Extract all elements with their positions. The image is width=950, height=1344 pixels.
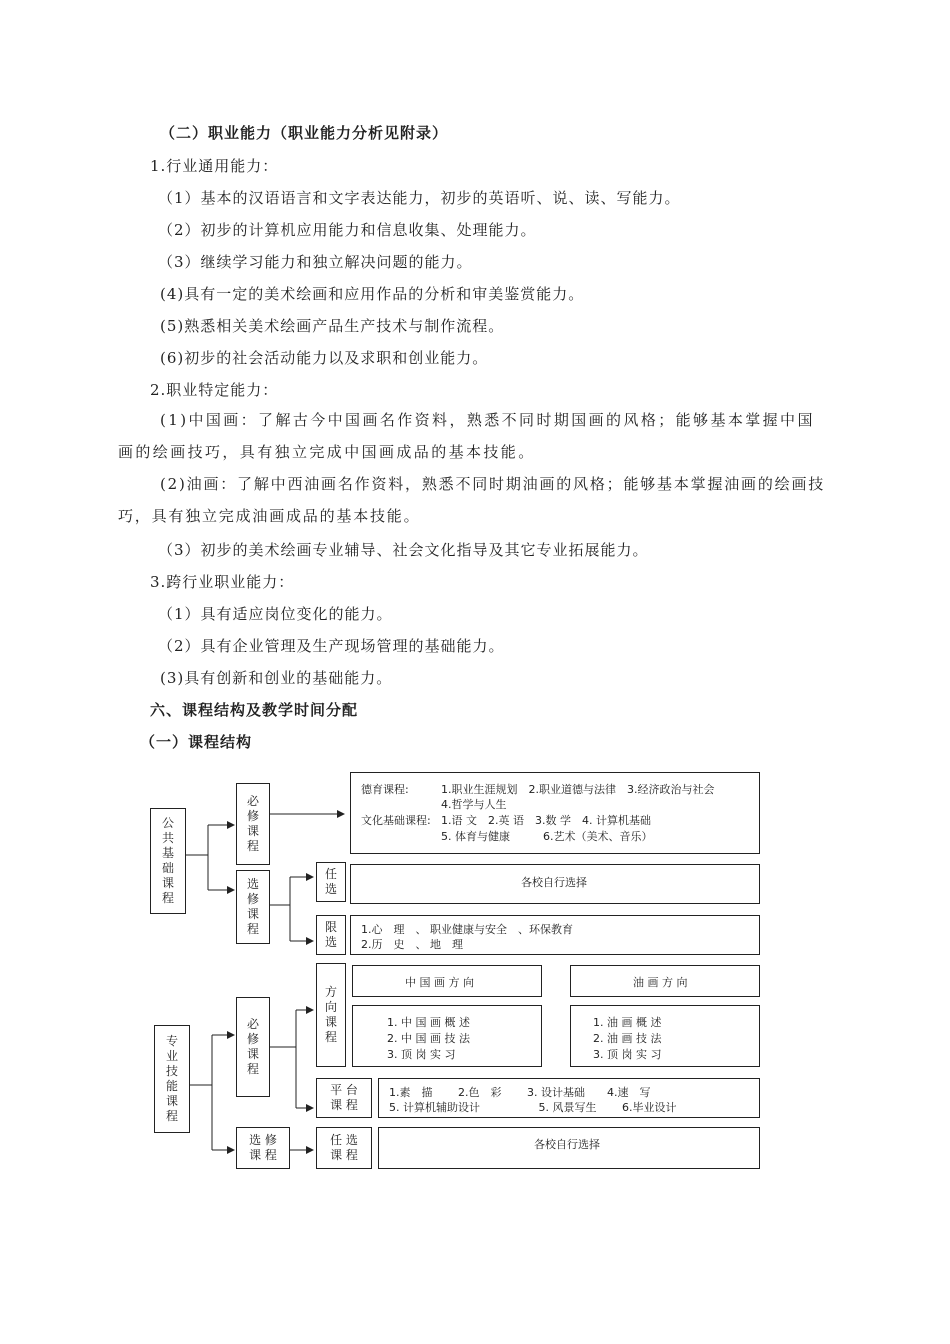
moral-label: 德育课程: [361, 783, 409, 796]
optional-char: 选 [324, 882, 337, 896]
pro-elective-label: 课 程 [249, 1148, 277, 1162]
public-required-box [236, 783, 270, 865]
public-basic-char: 础 [161, 861, 174, 875]
professional-char: 业 [165, 1049, 178, 1063]
cross-item: （2）具有企业管理及生产现场管理的基础能力。 [158, 637, 505, 655]
pro-elective-box [236, 1127, 290, 1169]
direction-char: 程 [324, 1030, 337, 1044]
general-title: 1.行业通用能力： [150, 157, 279, 175]
general-item: (4)具有一定的美术绘画和应用作品的分析和审美鉴赏能力。 [160, 285, 585, 303]
pro-required-box [236, 997, 270, 1097]
general-item: (5)熟悉相关美术绘画产品生产技术与制作流程。 [160, 317, 505, 335]
direction-char: 课 [324, 1015, 337, 1029]
section6-subheading: （一）课程结构 [140, 733, 253, 751]
public-basic-char: 课 [161, 876, 174, 890]
pro-required-char: 必 [246, 1017, 259, 1031]
general-item: (6)初步的社会活动能力以及求职和创业能力。 [160, 349, 489, 367]
public-basic-char: 共 [161, 831, 174, 845]
public-elective-char: 程 [246, 922, 259, 936]
direction-char: 向 [324, 1000, 337, 1014]
professional-course-box [154, 1025, 190, 1133]
chinese-direction-box [352, 965, 542, 997]
culture-label: 文化基础课程: [361, 814, 431, 827]
platform-label: 平 台 [330, 1083, 358, 1097]
direction-box [316, 963, 346, 1067]
platform-line: 5. 计算机辅助设计 5. 风景写生 6.毕业设计 [389, 1101, 677, 1114]
platform-line: 1.素 描 2.色 彩 3. 设计基础 4.速 写 [389, 1086, 651, 1099]
cross-item: （1）具有适应岗位变化的能力。 [158, 605, 393, 623]
general-item: （1）基本的汉语语言和文字表达能力，初步的英语听、说、读、写能力。 [158, 189, 681, 207]
public-required-char: 修 [246, 809, 259, 823]
moral-culture-box [350, 772, 760, 854]
public-basic-char: 程 [161, 891, 174, 905]
pro-school-choice-text: 各校自行选择 [534, 1138, 600, 1151]
chinese-item: 2. 中 国 画 技 法 [387, 1032, 470, 1045]
public-elective-char: 选 [246, 877, 259, 891]
limited-char: 选 [324, 935, 337, 949]
pro-required-char: 课 [246, 1047, 259, 1061]
school-choice-text: 各校自行选择 [521, 876, 587, 889]
pro-optional-label: 课 程 [330, 1148, 358, 1162]
public-required-char: 课 [246, 824, 259, 838]
professional-char: 技 [165, 1064, 178, 1078]
cross-title: 3.跨行业职业能力： [150, 573, 295, 591]
professional-char: 能 [165, 1079, 178, 1093]
pro-required-char: 修 [246, 1032, 259, 1046]
pro-required-char: 程 [246, 1062, 259, 1076]
specific-item-oil: (2)油画：了解中西油画名作资料，熟悉不同时期油画的风格；能够基本掌握油画的绘画技巧，具有独立完成油画成品的基本技能。 [118, 475, 826, 525]
oil-item: 2. 油 画 技 法 [593, 1032, 662, 1045]
moral-line: 1.职业生涯规划 2.职业道德与法律 3.经济政治与社会 [441, 783, 715, 796]
pro-elective-label: 选 修 [249, 1133, 277, 1147]
chinese-items-box [352, 1005, 542, 1067]
general-item: （2）初步的计算机应用能力和信息收集、处理能力。 [158, 221, 537, 239]
public-basic-char: 公 [161, 816, 174, 830]
school-choice-box [350, 864, 760, 904]
limited-courses-box [350, 915, 760, 955]
limited-box [316, 915, 346, 955]
limited-line: 2.历 史 、 地 理 [361, 938, 463, 951]
optional-box [316, 862, 346, 902]
limited-char: 限 [324, 920, 337, 934]
professional-char: 专 [165, 1034, 178, 1048]
platform-courses-box [378, 1078, 760, 1118]
culture-line: 1.语 文 2.英 语 3.数 学 4. 计算机基础 [441, 814, 651, 827]
section6-heading: 六、课程结构及教学时间分配 [150, 701, 359, 719]
platform-label: 课 程 [330, 1098, 358, 1112]
specific-item-chinese: (1)中国画：了解古今中国画名作资料，熟悉不同时期国画的风格；能够基本掌握中国画的绘画技巧，具有独立完成中国画成品的基本技能。 [118, 411, 815, 461]
specific-title: 2.职业特定能力： [150, 381, 279, 399]
pro-optional-box [316, 1127, 372, 1169]
specific-item-guidance: （3）初步的美术绘画专业辅导、社会文化指导及其它专业拓展能力。 [158, 541, 649, 559]
professional-char: 课 [165, 1094, 178, 1108]
public-required-char: 程 [246, 839, 259, 853]
limited-line: 1.心 理 、 职业健康与安全 、环保教育 [361, 923, 573, 936]
cross-item: (3)具有创新和创业的基础能力。 [160, 669, 393, 687]
public-basic-course-box [150, 808, 186, 914]
public-elective-box [236, 870, 270, 944]
chinese-direction-title: 中 国 画 方 向 [405, 976, 474, 989]
public-required-char: 必 [246, 794, 259, 808]
public-elective-char: 课 [246, 907, 259, 921]
chinese-item: 1. 中 国 画 概 述 [387, 1016, 470, 1029]
oil-items-box [570, 1005, 760, 1067]
oil-direction-title: 油 画 方 向 [633, 976, 688, 989]
oil-direction-box [570, 965, 760, 997]
abilities-heading: （二）职业能力（职业能力分析见附录） [160, 124, 449, 142]
pro-optional-label: 任 选 [330, 1133, 358, 1147]
culture-line: 5. 体育与健康 6.艺术（美术、音乐） [441, 830, 653, 843]
oil-item: 1. 油 画 概 述 [593, 1016, 662, 1029]
oil-item: 3. 顶 岗 实 习 [593, 1048, 662, 1061]
public-basic-char: 基 [161, 846, 174, 860]
professional-char: 程 [165, 1109, 178, 1123]
public-elective-char: 修 [246, 892, 259, 906]
pro-school-choice-box [378, 1127, 760, 1169]
chinese-item: 3. 顶 岗 实 习 [387, 1048, 456, 1061]
optional-char: 任 [324, 867, 337, 881]
platform-box [316, 1078, 372, 1118]
moral-line: 4.哲学与人生 [441, 798, 507, 811]
general-item: （3）继续学习能力和独立解决问题的能力。 [158, 253, 473, 271]
direction-char: 方 [324, 985, 337, 999]
